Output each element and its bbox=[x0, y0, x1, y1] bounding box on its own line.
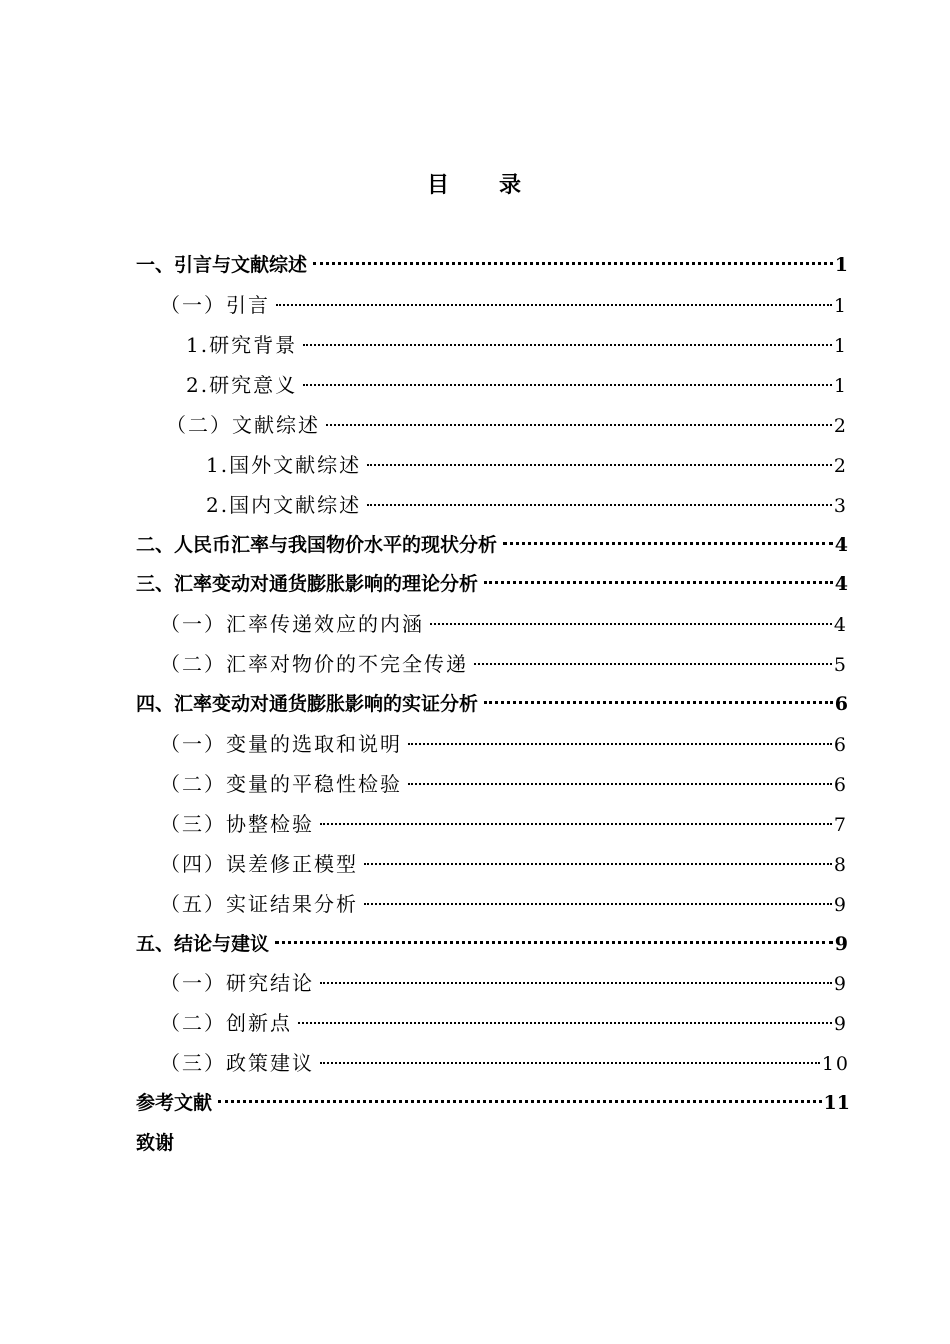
toc-entry-page: 9 bbox=[833, 973, 848, 995]
toc-entry-page: 1 bbox=[833, 375, 848, 397]
toc-entry-label: 二、人民币汇率与我国物价水平的现状分析 bbox=[136, 534, 498, 556]
toc-entry-label: （三）协整检验 bbox=[160, 812, 314, 836]
toc-entry[interactable] bbox=[160, 609, 848, 639]
toc-entry-label: 1.国外文献综述 bbox=[206, 453, 362, 477]
dot-leader bbox=[303, 384, 832, 386]
toc-entry[interactable] bbox=[160, 809, 848, 839]
toc-entry[interactable] bbox=[206, 490, 848, 520]
dot-leader bbox=[303, 344, 832, 346]
toc-entry[interactable] bbox=[160, 290, 848, 320]
toc-entry[interactable] bbox=[136, 1128, 336, 1158]
toc-entry-page: 9 bbox=[833, 894, 848, 916]
toc-entry[interactable] bbox=[160, 849, 848, 879]
toc-entry-label: （二）变量的平稳性检验 bbox=[160, 772, 402, 796]
toc-entry[interactable] bbox=[160, 649, 848, 679]
toc-entry-label: 一、引言与文献综述 bbox=[136, 254, 308, 276]
dot-leader bbox=[367, 504, 832, 506]
dot-leader bbox=[320, 823, 832, 825]
toc-entry-page: 6 bbox=[834, 693, 848, 715]
toc-entry-page: 1 bbox=[833, 335, 848, 357]
toc-entry[interactable] bbox=[136, 530, 848, 560]
toc-entry-page: 4 bbox=[833, 614, 848, 636]
toc-entry[interactable] bbox=[136, 250, 848, 280]
dot-leader bbox=[367, 464, 832, 466]
dot-leader bbox=[313, 262, 833, 265]
toc-entry[interactable] bbox=[136, 689, 848, 719]
dot-leader bbox=[408, 783, 832, 785]
dot-leader bbox=[218, 1100, 822, 1103]
toc-entry-page: 1 bbox=[834, 254, 848, 276]
dot-leader bbox=[408, 743, 832, 745]
dot-leader bbox=[364, 863, 832, 865]
toc-entry[interactable] bbox=[166, 410, 848, 440]
dot-leader bbox=[484, 701, 833, 704]
toc-entry-label: （三）政策建议 bbox=[160, 1051, 314, 1075]
toc-entry-label: （一）变量的选取和说明 bbox=[160, 732, 402, 756]
toc-entry-label: 四、汇率变动对通货膨胀影响的实证分析 bbox=[136, 693, 479, 715]
toc-entry-page: 2 bbox=[833, 455, 848, 477]
toc-entry-label: 2.国内文献综述 bbox=[206, 493, 362, 517]
toc-entry-label: 致谢 bbox=[136, 1132, 175, 1154]
toc-entry-label: （四）误差修正模型 bbox=[160, 852, 358, 876]
toc-entry[interactable] bbox=[160, 1008, 848, 1038]
toc-entry-label: 1.研究背景 bbox=[186, 333, 298, 357]
toc-entry-label: （二）汇率对物价的不完全传递 bbox=[160, 652, 468, 676]
toc-entry-page: 8 bbox=[833, 854, 848, 876]
toc-entry[interactable] bbox=[160, 1048, 850, 1078]
toc-entry-page: 6 bbox=[833, 734, 848, 756]
toc-entry[interactable] bbox=[160, 769, 848, 799]
toc-title bbox=[0, 168, 950, 199]
toc-entry[interactable] bbox=[186, 330, 848, 360]
toc-entry-page: 5 bbox=[833, 654, 848, 676]
toc-entry-label: 2.研究意义 bbox=[186, 373, 298, 397]
toc-entry-label: （一）研究结论 bbox=[160, 971, 314, 995]
dot-leader bbox=[326, 424, 832, 426]
toc-entry-label: 三、汇率变动对通货膨胀影响的理论分析 bbox=[136, 573, 479, 595]
toc-entry[interactable] bbox=[136, 929, 848, 959]
dot-leader bbox=[276, 304, 832, 306]
dot-leader bbox=[474, 663, 832, 665]
toc-entry-page: 3 bbox=[833, 495, 848, 517]
toc-entry-page: 7 bbox=[833, 814, 848, 836]
toc-title-right: 录 bbox=[499, 173, 524, 198]
toc-entry-page: 10 bbox=[821, 1053, 850, 1075]
toc-entry[interactable] bbox=[186, 370, 848, 400]
toc-entry-label: （一）引言 bbox=[160, 293, 270, 317]
toc-entry-page: 11 bbox=[823, 1092, 850, 1114]
toc-entry-page: 2 bbox=[833, 415, 848, 437]
toc-entry-label: 五、结论与建议 bbox=[136, 933, 270, 955]
toc-entry[interactable] bbox=[206, 450, 848, 480]
toc-entry-page: 6 bbox=[833, 774, 848, 796]
toc-entry-page: 4 bbox=[834, 573, 848, 595]
dot-leader bbox=[298, 1022, 832, 1024]
dot-leader bbox=[430, 623, 832, 625]
dot-leader bbox=[364, 903, 832, 905]
toc-entry-label: （二）创新点 bbox=[160, 1011, 292, 1035]
toc-entry[interactable] bbox=[136, 569, 848, 599]
toc-entry-label: （五）实证结果分析 bbox=[160, 892, 358, 916]
toc-entry[interactable] bbox=[160, 889, 848, 919]
toc-entry-page: 4 bbox=[834, 534, 848, 556]
dot-leader bbox=[320, 982, 832, 984]
toc-entry-page: 9 bbox=[834, 933, 848, 955]
dot-leader bbox=[320, 1062, 820, 1064]
toc-entry-page: 9 bbox=[833, 1013, 848, 1035]
toc-title-left: 目 bbox=[426, 173, 451, 198]
toc-entry[interactable] bbox=[160, 729, 848, 759]
toc-entry[interactable] bbox=[136, 1088, 850, 1118]
toc-entry-label: 参考文献 bbox=[136, 1092, 213, 1114]
dot-leader bbox=[484, 581, 833, 584]
dot-leader bbox=[503, 542, 833, 545]
toc-entry-label: （二）文献综述 bbox=[166, 413, 320, 437]
toc-entry-page: 1 bbox=[833, 295, 848, 317]
toc-entry[interactable] bbox=[160, 968, 848, 998]
toc-entry-label: （一）汇率传递效应的内涵 bbox=[160, 612, 424, 636]
dot-leader bbox=[275, 941, 833, 944]
